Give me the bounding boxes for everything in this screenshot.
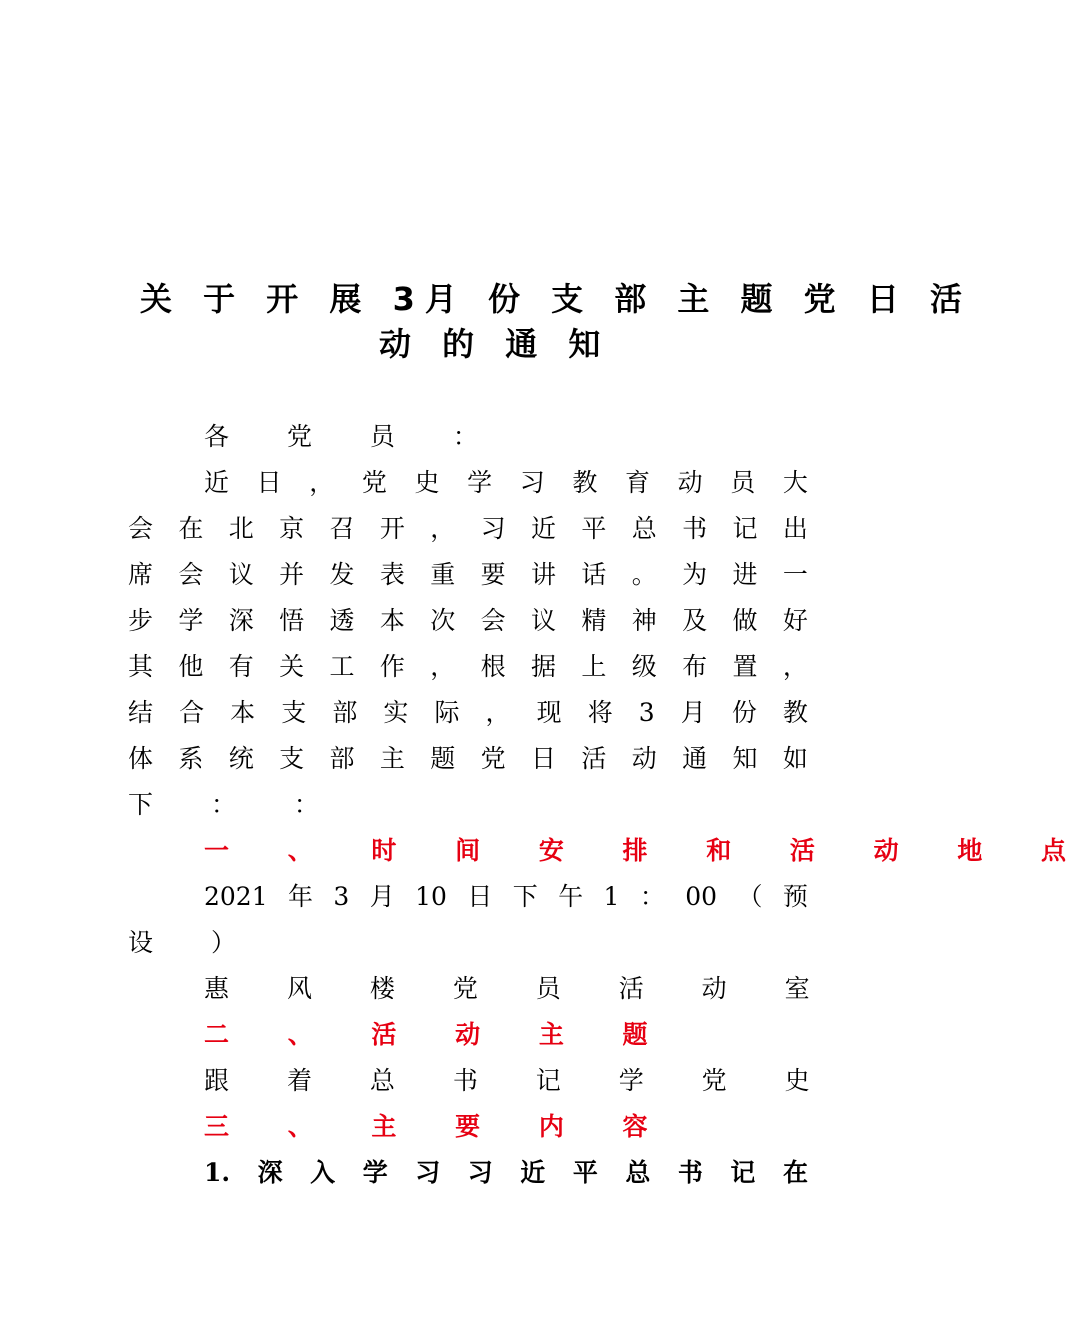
paragraph-line-6	[128, 690, 808, 736]
text-token: ，	[309, 468, 335, 497]
section-1-time-line-1	[204, 874, 808, 920]
text-token: 深	[257, 1158, 283, 1187]
paragraph-line-2	[128, 506, 808, 552]
text-token: 主	[379, 744, 405, 773]
text-token: 部	[329, 744, 355, 773]
text-token: 3	[333, 882, 350, 911]
text-token: 1.	[204, 1158, 231, 1187]
text-token: 召	[329, 514, 355, 543]
section-1-time-line-2: 设 ）	[128, 928, 261, 957]
text-token: 题	[430, 744, 456, 773]
text-token: 要	[480, 560, 506, 589]
text-token: 实	[383, 698, 409, 727]
text-token: 本	[379, 606, 405, 635]
text-token: 月	[680, 698, 706, 727]
text-token: 党	[361, 468, 387, 497]
text-token: 日	[467, 882, 493, 911]
text-token: 动	[631, 744, 657, 773]
text-token: 学	[178, 606, 204, 635]
text-token: 有	[228, 652, 254, 681]
text-token: 在	[782, 1158, 808, 1187]
text-token: 系	[178, 744, 204, 773]
section-2-text: 跟 着 总 书 记 学 党 史	[204, 1066, 835, 1095]
text-token: ，	[485, 698, 511, 727]
text-token: 他	[178, 652, 204, 681]
document-title-line-1: 关 于 开 展 3月 份 支 部 主 题 党 日 活	[140, 280, 972, 318]
text-token: 将	[587, 698, 613, 727]
text-token: 会	[128, 514, 154, 543]
text-token: 3	[638, 698, 655, 727]
text-token: 预	[782, 882, 808, 911]
text-token: 议	[531, 606, 557, 635]
text-token: 党	[480, 744, 506, 773]
text-token: 开	[379, 514, 405, 543]
text-token: 动	[677, 468, 703, 497]
text-token: 在	[178, 514, 204, 543]
text-token: 根	[480, 652, 506, 681]
text-token: 下	[512, 882, 538, 911]
text-token: 好	[782, 606, 808, 635]
text-token: 平	[581, 514, 607, 543]
text-token: 员	[730, 468, 756, 497]
text-token: 做	[732, 606, 758, 635]
text-token: 悟	[279, 606, 305, 635]
text-token: 10	[415, 882, 447, 911]
text-token: 00	[685, 882, 718, 911]
text-token: 重	[430, 560, 456, 589]
text-token: 置	[732, 652, 758, 681]
text-token: 北	[228, 514, 254, 543]
text-token: 习	[480, 514, 506, 543]
text-token: 布	[682, 652, 708, 681]
paragraph-line-4	[128, 598, 808, 644]
text-token: 深	[228, 606, 254, 635]
text-token: 席	[128, 560, 154, 589]
text-token: 作	[379, 652, 405, 681]
text-token: 京	[279, 514, 305, 543]
text-token: 际	[434, 698, 460, 727]
text-token: 育	[625, 468, 651, 497]
text-token: 话	[581, 560, 607, 589]
paragraph-line-1	[204, 460, 808, 506]
text-token: 近	[204, 468, 230, 497]
text-token: 近	[520, 1158, 546, 1187]
text-token: （	[737, 882, 763, 911]
section-1-location: 惠 风 楼 党 员 活 动 室	[204, 974, 835, 1003]
text-token: 进	[732, 560, 758, 589]
text-token: 日	[531, 744, 557, 773]
text-token: 午	[558, 882, 584, 911]
section-3-heading: 三 、 主 要 内 容	[204, 1112, 673, 1141]
text-token: 记	[730, 1158, 756, 1187]
text-token: 教	[782, 698, 808, 727]
text-token: 统	[228, 744, 254, 773]
text-token: 体	[128, 744, 154, 773]
text-token: ，	[430, 514, 456, 543]
text-token: ，	[782, 652, 808, 681]
text-token: 一	[782, 560, 808, 589]
text-token: 会	[178, 560, 204, 589]
text-token: 及	[682, 606, 708, 635]
text-token: 如	[782, 744, 808, 773]
text-token: 讲	[531, 560, 557, 589]
paragraph-line-3	[128, 552, 808, 598]
text-token: 神	[631, 606, 657, 635]
text-token: 支	[281, 698, 307, 727]
text-token: 月	[369, 882, 395, 911]
text-token: 入	[310, 1158, 336, 1187]
text-token: 。	[631, 560, 657, 589]
text-token: 平	[572, 1158, 598, 1187]
text-token: 次	[430, 606, 456, 635]
text-token: 合	[179, 698, 205, 727]
section-3-item-1	[204, 1150, 808, 1196]
text-token: 1	[603, 882, 620, 911]
text-token: 总	[625, 1158, 651, 1187]
salutation: 各 党 员 ：	[204, 422, 503, 451]
text-token: 表	[379, 560, 405, 589]
text-token: 级	[631, 652, 657, 681]
text-token: 透	[329, 606, 355, 635]
text-token: 会	[480, 606, 506, 635]
section-1-heading: 一 、 时 间 安 排 和 活 动 地 点	[204, 836, 1091, 865]
text-token: 书	[677, 1158, 703, 1187]
text-token: 大	[782, 468, 808, 497]
text-token: 结	[128, 698, 154, 727]
text-token: 并	[279, 560, 305, 589]
text-token: 通	[682, 744, 708, 773]
text-token: 其	[128, 652, 154, 681]
text-token: 步	[128, 606, 154, 635]
text-token: 发	[329, 560, 355, 589]
text-token: 习	[415, 1158, 441, 1187]
text-token: 总	[631, 514, 657, 543]
text-token: 现	[536, 698, 562, 727]
text-token: ，	[430, 652, 456, 681]
text-token: ：	[639, 882, 665, 911]
text-token: 习	[467, 1158, 493, 1187]
text-token: 支	[279, 744, 305, 773]
text-token: 近	[531, 514, 557, 543]
text-token: 学	[362, 1158, 388, 1187]
text-token: 活	[581, 744, 607, 773]
text-token: 份	[731, 698, 757, 727]
text-token: 史	[414, 468, 440, 497]
text-token: 部	[332, 698, 358, 727]
text-token: 2021	[204, 882, 268, 911]
document-title-line-2: 动 的 通 知	[379, 325, 611, 363]
text-token: 书	[682, 514, 708, 543]
text-token: 关	[279, 652, 305, 681]
paragraph-line-7	[128, 736, 808, 782]
text-token: 本	[230, 698, 256, 727]
section-2-heading: 二 、 活 动 主 题	[204, 1020, 673, 1049]
text-token: 出	[782, 514, 808, 543]
text-token: 上	[581, 652, 607, 681]
text-token: 知	[732, 744, 758, 773]
text-token: 议	[228, 560, 254, 589]
text-token: 记	[732, 514, 758, 543]
paragraph-line-8: 下 ： ：	[128, 790, 344, 819]
paragraph-line-5	[128, 644, 808, 690]
text-token: 年	[288, 882, 314, 911]
text-token: 工	[329, 652, 355, 681]
text-token: 据	[531, 652, 557, 681]
text-token: 精	[581, 606, 607, 635]
text-token: 日	[256, 468, 282, 497]
text-token: 为	[682, 560, 708, 589]
text-token: 学	[467, 468, 493, 497]
text-token: 教	[572, 468, 598, 497]
text-token: 习	[519, 468, 545, 497]
